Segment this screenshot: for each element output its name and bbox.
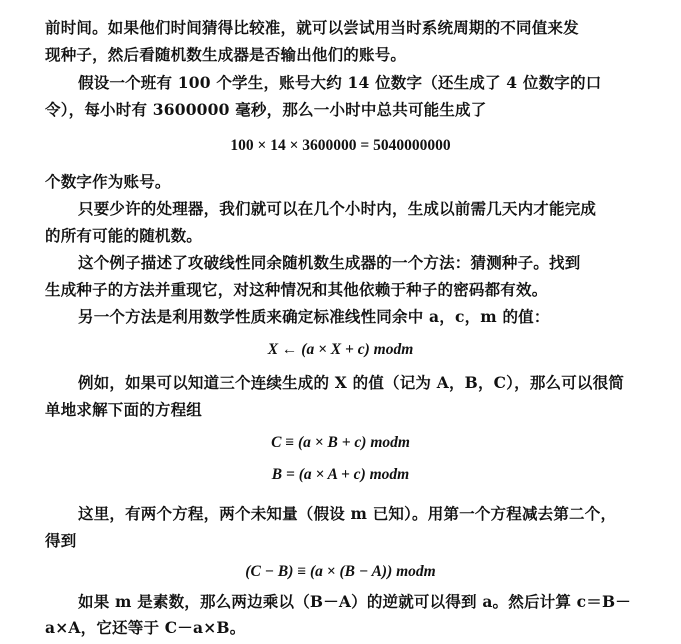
paragraph-line: a×A，它还等于 C－a×B。 bbox=[45, 618, 246, 637]
paragraph-line: 现种子，然后看随机数生成器是否输出他们的账号。 bbox=[45, 45, 407, 64]
paragraph-line: 令），每小时有 3600000 毫秒，那么一小时中总共可能生成了 bbox=[45, 100, 487, 119]
paragraph-line: 得到 bbox=[45, 531, 77, 550]
paragraph-line: 如果 m 是素数，那么两边乘以（B－A）的逆就可以得到 a。然后计算 c＝B－ bbox=[78, 592, 631, 611]
paragraph-line: 个数字作为账号。 bbox=[45, 172, 171, 191]
paragraph-line: 只要少许的处理器，我们就可以在几个小时内，生成以前需几天内才能完成 bbox=[78, 199, 597, 218]
paragraph-line: 假设一个班有 100 个学生，账号大约 14 位数字（还生成了 4 位数字的口 bbox=[78, 73, 602, 92]
paragraph-line: 前时间。如果他们时间猜得比较准，就可以尝试用当时系统周期的不同值来发 bbox=[45, 18, 579, 37]
equation-lcg: X ← (a × X + c) modm bbox=[267, 341, 414, 358]
equation-b: B = (a × A + c) modm bbox=[271, 466, 410, 483]
paragraph-line: 另一个方法是利用数学性质来确定标准线性同余中 a，c，m 的值： bbox=[78, 307, 550, 326]
paragraph-line: 生成种子的方法并重现它，对这种情况和其他依赖于种子的密码都有效。 bbox=[45, 280, 548, 299]
equation-difference: (C − B) ≡ (a × (B − A)) modm bbox=[245, 563, 436, 580]
paragraph-line: 这里，有两个方程，两个未知量（假设 m 已知）。用第一个方程减去第二个， bbox=[78, 504, 617, 523]
equation-c: C ≡ (a × B + c) modm bbox=[271, 434, 410, 451]
paragraph-line: 这个例子描述了攻破线性同余随机数生成器的一个方法：猜测种子。找到 bbox=[78, 253, 581, 272]
paragraph-line: 例如，如果可以知道三个连续生成的 X 的值（记为 A，B，C），那么可以很简 bbox=[78, 373, 625, 392]
paragraph-line: 的所有可能的随机数。 bbox=[45, 226, 203, 245]
paragraph-line: 单地求解下面的方程组 bbox=[45, 400, 203, 419]
equation-total-count: 100 × 14 × 3600000 = 5040000000 bbox=[230, 137, 451, 154]
